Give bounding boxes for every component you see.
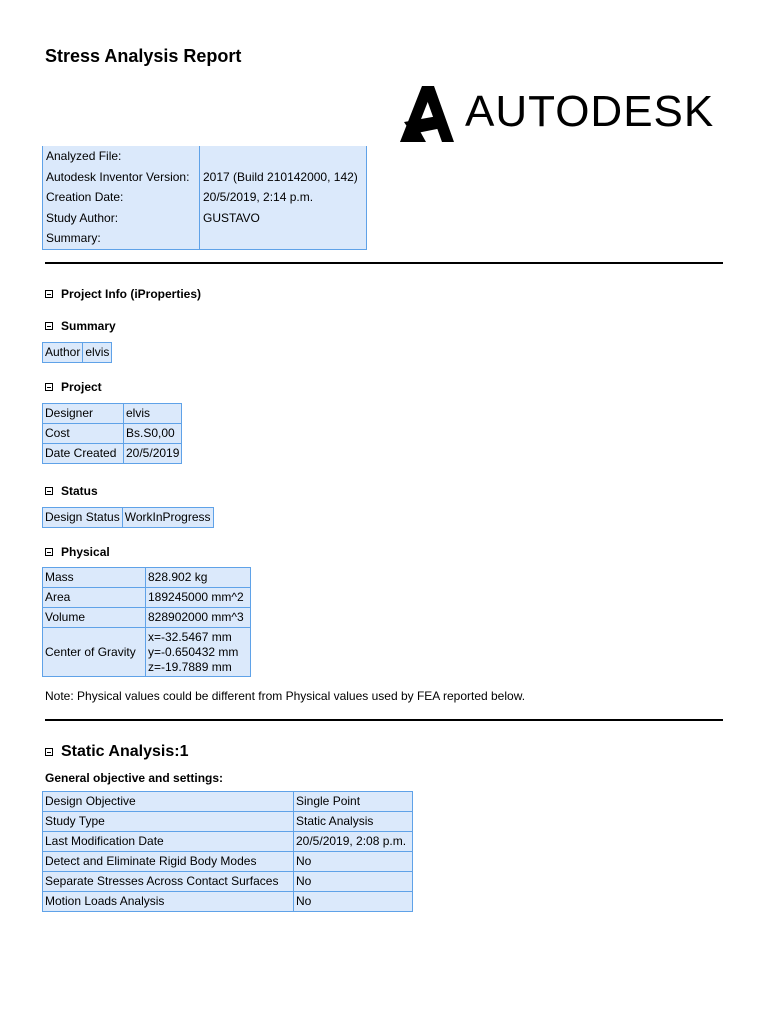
setting-value: No [294, 852, 413, 872]
table-row [43, 146, 367, 167]
center-of-gravity-value [146, 628, 251, 677]
summary-table [42, 342, 112, 363]
file-info-value [200, 146, 367, 167]
setting-value: No [294, 872, 413, 892]
setting-value: Single Point [294, 792, 413, 812]
section-divider [45, 262, 723, 264]
status-table [42, 507, 214, 528]
project-value: 20/5/2019 [124, 444, 182, 464]
file-info-label: Analyzed File: [43, 146, 200, 167]
project-heading: Project [61, 380, 102, 394]
physical-value: 189245000 mm^2 [146, 588, 251, 608]
table-row [43, 187, 367, 208]
table-row [43, 628, 251, 677]
file-info-label: Summary: [43, 228, 200, 249]
summary-value: elvis [83, 343, 112, 363]
table-row [43, 852, 413, 872]
file-info-value [200, 228, 367, 249]
project-value: elvis [124, 404, 182, 424]
table-row [43, 792, 413, 812]
project-label: Cost [43, 424, 124, 444]
table-row [43, 424, 182, 444]
summary-heading: Summary [61, 319, 116, 333]
file-info-label: Study Author: [43, 208, 200, 229]
project-section-header[interactable] [45, 380, 102, 394]
table-row [43, 588, 251, 608]
setting-label: Detect and Eliminate Rigid Body Modes [43, 852, 294, 872]
project-label: Date Created [43, 444, 124, 464]
file-info-value: 20/5/2019, 2:14 p.m. [200, 187, 367, 208]
project-info-heading: Project Info (iProperties) [61, 287, 202, 301]
cog-z: z=-19.7889 mm [148, 659, 232, 674]
autodesk-logo [398, 82, 728, 144]
cog-x: x=-32.5467 mm [148, 629, 232, 644]
physical-table [42, 567, 251, 677]
file-info-label: Autodesk Inventor Version: [43, 167, 200, 188]
autodesk-a-icon [398, 84, 454, 142]
status-heading: Status [61, 484, 98, 498]
cog-y: y=-0.650432 mm [148, 644, 239, 659]
collapse-icon[interactable] [45, 548, 53, 556]
file-info-table [42, 146, 367, 250]
project-label: Designer [43, 404, 124, 424]
table-row [43, 812, 413, 832]
physical-label: Volume [43, 608, 146, 628]
summary-label: Author [43, 343, 83, 363]
table-row [43, 832, 413, 852]
file-info-label: Creation Date: [43, 187, 200, 208]
collapse-icon[interactable] [45, 748, 53, 756]
status-label: Design Status [43, 508, 123, 528]
collapse-icon[interactable] [45, 487, 53, 495]
collapse-icon[interactable] [45, 290, 53, 298]
setting-label: Study Type [43, 812, 294, 832]
autodesk-wordmark: AUTODESK [465, 87, 715, 136]
setting-label: Last Modification Date [43, 832, 294, 852]
table-row [43, 608, 251, 628]
table-row [43, 508, 214, 528]
analysis-settings-table [42, 791, 413, 912]
setting-label: Motion Loads Analysis [43, 892, 294, 912]
collapse-icon[interactable] [45, 322, 53, 330]
physical-heading: Physical [61, 545, 110, 559]
project-value: Bs.S0,00 [124, 424, 182, 444]
status-section-header[interactable] [45, 484, 98, 498]
file-info-value: 2017 (Build 210142000, 142) [200, 167, 367, 188]
setting-value: Static Analysis [294, 812, 413, 832]
physical-label: Center of Gravity [43, 628, 146, 677]
table-row [43, 444, 182, 464]
table-row [43, 404, 182, 424]
section-divider [45, 719, 723, 721]
table-row [43, 892, 413, 912]
physical-value: 828902000 mm^3 [146, 608, 251, 628]
table-row [43, 568, 251, 588]
table-row [43, 228, 367, 249]
physical-label: Area [43, 588, 146, 608]
table-row [43, 208, 367, 229]
setting-value: No [294, 892, 413, 912]
summary-section-header[interactable] [45, 319, 116, 333]
collapse-icon[interactable] [45, 383, 53, 391]
report-title: Stress Analysis Report [45, 46, 242, 66]
static-analysis-section-header[interactable] [45, 743, 188, 761]
physical-section-header[interactable] [45, 545, 110, 559]
status-value: WorkInProgress [122, 508, 213, 528]
static-analysis-heading: Static Analysis:1 [61, 743, 189, 760]
project-table [42, 403, 182, 464]
setting-label: Design Objective [43, 792, 294, 812]
project-info-section-header[interactable] [45, 287, 201, 301]
table-row [43, 872, 413, 892]
setting-value: 20/5/2019, 2:08 p.m. [294, 832, 413, 852]
setting-label: Separate Stresses Across Contact Surfaces [43, 872, 294, 892]
physical-note: Note: Physical values could be different from Physical values used by FEA reported below. [45, 689, 526, 703]
physical-label: Mass [43, 568, 146, 588]
table-row [43, 167, 367, 188]
objective-settings-label: General objective and settings: [45, 771, 224, 785]
table-row [43, 343, 112, 363]
physical-value: 828.902 kg [146, 568, 251, 588]
file-info-value: GUSTAVO [200, 208, 367, 229]
